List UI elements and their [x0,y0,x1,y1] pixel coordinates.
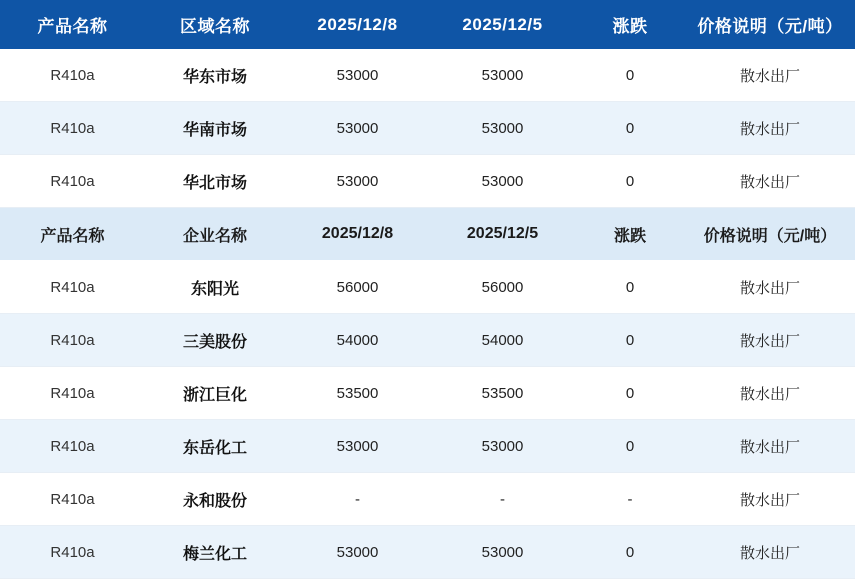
cell-date2-price: 53000 [430,155,575,208]
cell-date2-price: 54000 [430,314,575,367]
table-row [0,49,855,102]
cell-date1-price: - [285,473,430,526]
header-cell-region: 区域名称 [145,0,285,49]
cell-change: - [575,473,685,526]
cell-product: R410a [0,526,145,579]
cell-product: R410a [0,261,145,314]
cell-product: R410a [0,367,145,420]
cell-date1-price: 54000 [285,314,430,367]
table-row [0,261,855,314]
subheader-cell-note: 价格说明（元/吨） [685,208,855,261]
cell-region: 华东市场 [145,49,285,102]
cell-company: 三美股份 [145,314,285,367]
cell-date2-price: 53000 [430,49,575,102]
cell-date1-price: 53000 [285,155,430,208]
header-cell-change: 涨跌 [575,0,685,49]
cell-product: R410a [0,473,145,526]
cell-date1-price: 53000 [285,49,430,102]
cell-company: 永和股份 [145,473,285,526]
cell-region: 华北市场 [145,155,285,208]
cell-region: 华南市场 [145,102,285,155]
cell-change: 0 [575,367,685,420]
cell-product: R410a [0,420,145,473]
cell-company: 东岳化工 [145,420,285,473]
cell-date2-price: - [430,473,575,526]
cell-date2-price: 53500 [430,367,575,420]
cell-date2-price: 53000 [430,102,575,155]
cell-date1-price: 53000 [285,526,430,579]
cell-product: R410a [0,102,145,155]
cell-note: 散水出厂 [685,155,855,208]
cell-product: R410a [0,155,145,208]
cell-date1-price: 53500 [285,367,430,420]
cell-company: 浙江巨化 [145,367,285,420]
cell-note: 散水出厂 [685,314,855,367]
cell-product: R410a [0,49,145,102]
subheader-cell-date2: 2025/12/5 [430,208,575,261]
table-row [0,367,855,420]
cell-product: R410a [0,314,145,367]
cell-date2-price: 53000 [430,420,575,473]
cell-note: 散水出厂 [685,420,855,473]
cell-change: 0 [575,49,685,102]
cell-note: 散水出厂 [685,261,855,314]
header-cell-date1: 2025/12/8 [285,0,430,49]
cell-change: 0 [575,314,685,367]
cell-note: 散水出厂 [685,102,855,155]
cell-change: 0 [575,102,685,155]
header-cell-product: 产品名称 [0,0,145,49]
table-row [0,473,855,526]
table-row [0,526,855,579]
cell-date2-price: 56000 [430,261,575,314]
cell-date2-price: 53000 [430,526,575,579]
cell-note: 散水出厂 [685,367,855,420]
table-row [0,102,855,155]
cell-note: 散水出厂 [685,473,855,526]
cell-date1-price: 53000 [285,420,430,473]
cell-change: 0 [575,155,685,208]
table-subheader-row [0,208,855,261]
table-header-row [0,0,855,49]
subheader-cell-date1: 2025/12/8 [285,208,430,261]
subheader-cell-product: 产品名称 [0,208,145,261]
cell-company: 东阳光 [145,261,285,314]
cell-note: 散水出厂 [685,49,855,102]
cell-date1-price: 53000 [285,102,430,155]
cell-date1-price: 56000 [285,261,430,314]
table-row [0,314,855,367]
subheader-cell-company: 企业名称 [145,208,285,261]
cell-note: 散水出厂 [685,526,855,579]
subheader-cell-change: 涨跌 [575,208,685,261]
table-row [0,420,855,473]
cell-company: 梅兰化工 [145,526,285,579]
header-cell-note: 价格说明（元/吨） [685,0,855,49]
cell-change: 0 [575,261,685,314]
table-row [0,155,855,208]
header-cell-date2: 2025/12/5 [430,0,575,49]
cell-change: 0 [575,526,685,579]
cell-change: 0 [575,420,685,473]
